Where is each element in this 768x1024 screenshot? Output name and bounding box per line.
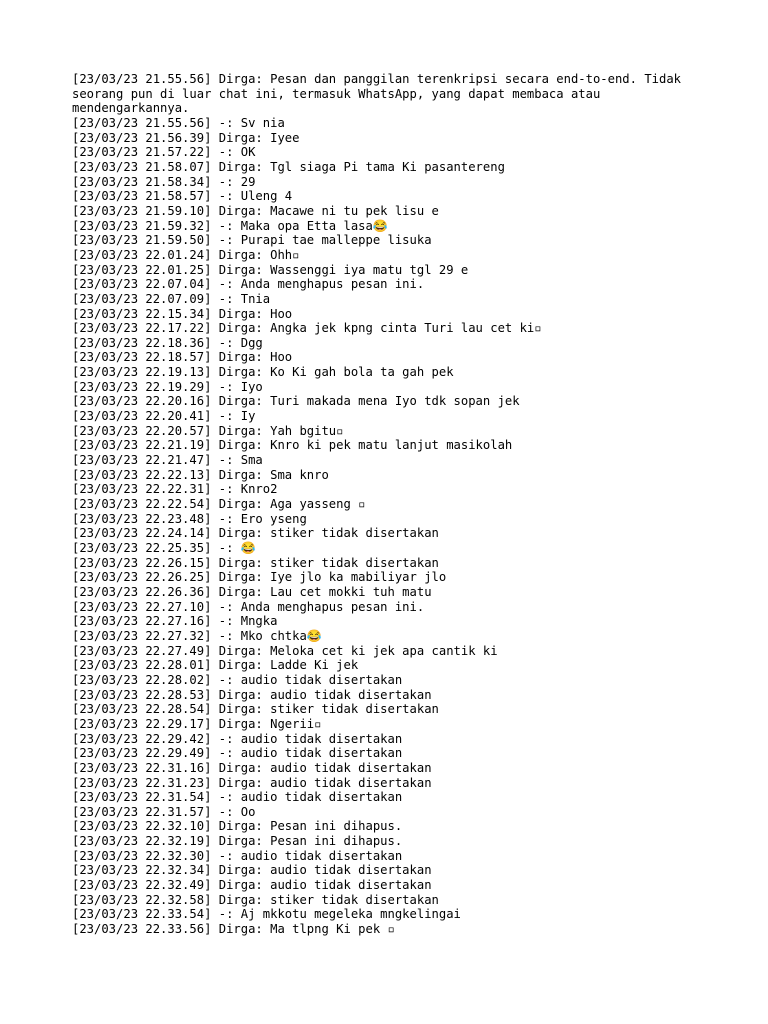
chat-line: [23/03/23 22.25.35] -: 😂 — [72, 541, 256, 555]
chat-line: [23/03/23 22.33.56] Dirga: Ma tlpng Ki pek ▫ — [72, 922, 395, 937]
chat-line: [23/03/23 22.22.31] -: Knro2 — [72, 482, 278, 497]
chat-line: [23/03/23 22.19.13] Dirga: Ko Ki gah bola ta gah pek — [72, 365, 454, 380]
chat-line: [23/03/23 22.32.34] Dirga: audio tidak disertakan — [72, 863, 432, 878]
chat-line: [23/03/23 22.31.16] Dirga: audio tidak disertakan — [72, 760, 432, 775]
chat-line: [23/03/23 22.31.57] -: Oo — [72, 804, 256, 819]
chat-line: [23/03/23 22.32.10] Dirga: Pesan ini dihapus. — [72, 819, 403, 834]
chat-line: [23/03/23 21.59.10] Dirga: Macawe ni tu pek lisu e — [72, 203, 439, 218]
chat-line: [23/03/23 22.20.41] -: Iy — [72, 409, 256, 424]
chat-log-document — [72, 72, 712, 937]
chat-line: [23/03/23 22.24.14] Dirga: stiker tidak disertakan — [72, 526, 439, 541]
chat-line: [23/03/23 22.27.10] -: Anda menghapus pesan ini. — [72, 599, 425, 614]
chat-line: [23/03/23 22.21.47] -: Sma — [72, 453, 263, 468]
chat-line: [23/03/23 22.29.17] Dirga: Ngerii▫ — [72, 716, 322, 731]
chat-line: [23/03/23 22.27.49] Dirga: Meloka cet ki jek apa cantik ki — [72, 643, 498, 658]
chat-line: [23/03/23 22.26.15] Dirga: stiker tidak disertakan — [72, 555, 439, 570]
chat-line: [23/03/23 21.57.22] -: OK — [72, 145, 256, 160]
chat-line: [23/03/23 22.27.16] -: Mngka — [72, 614, 278, 629]
chat-line: [23/03/23 22.28.53] Dirga: audio tidak disertakan — [72, 687, 432, 702]
chat-line: [23/03/23 22.26.25] Dirga: Iye jlo ka mabiliyar jlo — [72, 570, 447, 585]
chat-line: [23/03/23 21.58.34] -: 29 — [72, 174, 256, 189]
chat-line: [23/03/23 22.01.24] Dirga: Ohh▫ — [72, 247, 300, 262]
chat-line: [23/03/23 22.19.29] -: Iyo — [72, 379, 263, 394]
chat-line: [23/03/23 22.15.34] Dirga: Hoo — [72, 306, 293, 321]
chat-line: [23/03/23 22.32.49] Dirga: audio tidak disertakan — [72, 878, 432, 893]
chat-line: [23/03/23 22.22.54] Dirga: Aga yasseng ▫ — [72, 497, 366, 512]
chat-line: [23/03/23 21.59.50] -: Purapi tae malleppe lisuka — [72, 233, 432, 248]
chat-line: [23/03/23 22.32.58] Dirga: stiker tidak disertakan — [72, 892, 439, 907]
chat-line: [23/03/23 21.58.07] Dirga: Tgl siaga Pi tama Ki pasantereng — [72, 159, 505, 174]
chat-line: [23/03/23 22.27.32] -: Mko chtka😂 — [72, 628, 322, 643]
chat-line: [23/03/23 21.55.56] Dirga: Pesan dan panggilan terenkripsi secara end-to-end. Tidak seorang pun di luar chat ini, termasuk WhatsApp, yang dapat membaca atau mendengarkannya. — [72, 72, 689, 116]
chat-line: [23/03/23 22.32.30] -: audio tidak disertakan — [72, 848, 403, 863]
chat-line: [23/03/23 22.18.36] -: Dgg — [72, 335, 263, 350]
chat-line: [23/03/23 22.26.36] Dirga: Lau cet mokki tuh matu — [72, 584, 432, 599]
chat-line: [23/03/23 22.28.01] Dirga: Ladde Ki jek — [72, 658, 359, 673]
chat-line: [23/03/23 22.18.57] Dirga: Hoo — [72, 350, 293, 365]
chat-line: [23/03/23 22.28.54] Dirga: stiker tidak disertakan — [72, 702, 439, 717]
chat-line: [23/03/23 22.32.19] Dirga: Pesan ini dihapus. — [72, 834, 403, 849]
chat-line: [23/03/23 22.22.13] Dirga: Sma knro — [72, 467, 329, 482]
chat-line: [23/03/23 22.07.09] -: Tnia — [72, 291, 271, 306]
chat-line: [23/03/23 22.21.19] Dirga: Knro ki pek matu lanjut masikolah — [72, 438, 513, 453]
chat-line: [23/03/23 22.20.57] Dirga: Yah bgitu▫ — [72, 423, 344, 438]
chat-line: [23/03/23 22.20.16] Dirga: Turi makada mena Iyo tdk sopan jek — [72, 394, 520, 409]
chat-line: [23/03/23 22.29.49] -: audio tidak disertakan — [72, 746, 403, 761]
chat-line: [23/03/23 22.23.48] -: Ero yseng — [72, 511, 307, 526]
chat-line: [23/03/23 22.17.22] Dirga: Angka jek kpng cinta Turi lau cet ki▫ — [72, 321, 542, 336]
chat-line: [23/03/23 22.31.23] Dirga: audio tidak disertakan — [72, 775, 432, 790]
chat-line: [23/03/23 22.33.54] -: Aj mkkotu megeleka mngkelingai — [72, 907, 461, 922]
chat-line: [23/03/23 22.01.25] Dirga: Wassenggi iya matu tgl 29 e — [72, 262, 469, 277]
chat-line: [23/03/23 22.31.54] -: audio tidak disertakan — [72, 790, 403, 805]
chat-line: [23/03/23 22.07.04] -: Anda menghapus pesan ini. — [72, 277, 425, 292]
chat-line: [23/03/23 21.55.56] -: Sv nia — [72, 115, 285, 130]
chat-line: [23/03/23 21.58.57] -: Uleng 4 — [72, 189, 293, 204]
chat-line: [23/03/23 22.29.42] -: audio tidak disertakan — [72, 731, 403, 746]
chat-line: [23/03/23 21.56.39] Dirga: Iyee — [72, 130, 300, 145]
chat-line: [23/03/23 21.59.32] -: Maka opa Etta lasa😂 — [72, 218, 389, 233]
chat-line: [23/03/23 22.28.02] -: audio tidak disertakan — [72, 672, 403, 687]
